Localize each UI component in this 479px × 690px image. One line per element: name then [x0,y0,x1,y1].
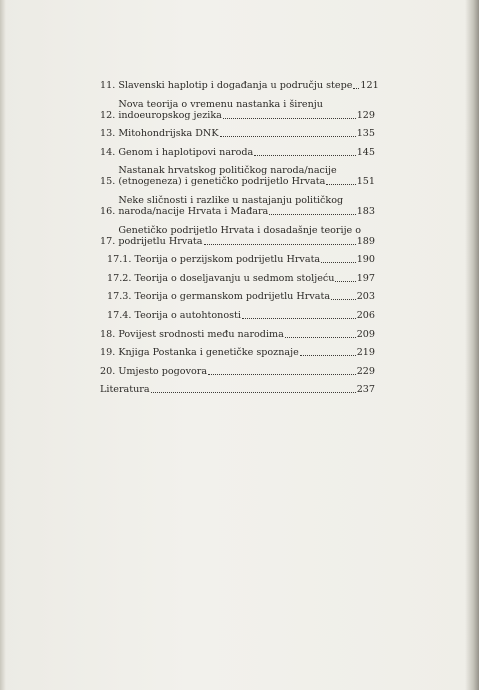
toc-entry-leader-line [118,110,375,121]
toc-entry-title-text: Slavenski haplotip i događanja u području stepe [118,80,353,91]
toc-page-number: 121 [360,80,379,91]
toc-entry [100,147,375,158]
toc-entry-number: 18. [100,328,119,340]
toc-entry-title-text: naroda/nacije Hrvata i Mađara [118,205,269,217]
toc-page-number: 135 [356,128,375,140]
dot-leader [151,391,356,393]
toc-page-number: 209 [356,328,375,340]
toc-subentry [100,310,375,321]
toc-entry-title [118,80,379,91]
spine-shadow [465,0,479,690]
toc-page-number: 151 [356,176,375,188]
toc-entry-title [118,128,375,139]
toc-entry-title-text: Mitohondrijska DNK [118,128,219,140]
toc-entry-title-text: Teorija o autohtonosti [134,309,241,321]
toc-entry [100,347,375,358]
toc-page-number: 203 [356,291,375,303]
toc-page-number: 219 [356,347,375,359]
toc-entry [100,329,375,340]
dot-leader [300,354,356,356]
toc-entry-number: 17.4. [107,309,135,321]
toc-entry-title-text: Genom i haplotipovi naroda [118,146,254,158]
toc-entry-number: 17. [100,235,119,247]
toc-page-number: 237 [356,384,375,396]
toc-entry-leader-line [134,291,375,302]
toc-page-number: 189 [356,235,375,247]
toc-entry-title-text: Umjesto pogovora [118,365,208,377]
toc-entry-title-text: Teorija o germanskom podrijetlu Hrvata [134,291,331,303]
toc-entry-leader-line [118,366,375,377]
toc-entry [100,99,375,121]
toc-entry-title [118,329,375,340]
toc-entry-number: 16. [100,205,119,217]
dot-leader [223,117,356,119]
dot-leader [220,135,356,137]
toc-entry-title [118,99,375,121]
toc-entry-title-line: Genetičko podrijetlo Hrvata i dosadašnje teorije o [118,224,362,236]
dot-leader [331,298,356,300]
toc-entry-number: 11. [100,80,119,91]
toc-entry-number: 12. [100,109,119,121]
dot-leader [326,183,355,185]
toc-entry-leader-line [118,329,375,340]
toc-entry-leader-line [118,176,375,187]
dot-leader [254,154,355,156]
toc-page-number: 145 [356,146,375,158]
toc-entry-title-line: Neke sličnosti i razlike u nastajanju političkog [118,194,344,206]
toc-entry [100,80,379,91]
toc-entry-title [118,366,375,377]
toc-entry-title-line: Nastanak hrvatskog političkog naroda/nacije [118,165,337,177]
toc-entry-title-text: Teorija o perzijskom podrijetlu Hrvata [134,254,321,266]
toc-entry-title [134,273,375,284]
toc-entry-title-text: (etnogeneza) i genetičko podrijetlo Hrvata [118,176,326,188]
dot-leader [269,213,355,215]
toc-entry-title [118,147,375,158]
toc-subentry [100,291,375,302]
toc-entry-leader-line [134,310,375,321]
toc-entry-leader-line [100,384,375,395]
toc-entry [100,384,375,395]
toc-entry-leader-line [118,206,375,217]
toc-entry-title [118,225,375,247]
toc-entry [100,165,375,187]
toc-entry-number: 15. [100,176,119,188]
toc-entry-leader-line [118,128,375,139]
dot-leader [321,261,356,263]
toc-entry-leader-line [134,254,375,265]
toc-entry-number: 19. [100,347,119,359]
dot-leader [204,243,356,245]
toc-subentry [100,273,375,284]
toc-entry [100,195,375,217]
toc-page-number: 183 [356,205,375,217]
toc-entry [100,366,375,377]
toc-entry-title-text: Povijest srodnosti među narodima [118,328,284,340]
toc-entry [100,128,375,139]
dot-leader [285,336,356,338]
toc-entry-title-text: indoeuropskog jezika [118,109,222,121]
toc-entry-number: 20. [100,365,119,377]
dot-leader [208,373,356,375]
toc-entry-title [100,384,375,395]
toc-entry-title-text: Knjiga Postanka i genetičke spoznaje [118,347,299,359]
toc-entry-leader-line [118,236,375,247]
toc-entry-number: 17.2. [107,272,135,284]
toc-entry-title [118,165,375,187]
dot-leader [353,87,359,89]
toc-entry-title [134,310,375,321]
toc-entry-title-text: Teorija o doseljavanju u sedmom stoljeću [134,272,335,284]
toc-entry-number: 17.1. [107,254,135,266]
toc-page-number: 206 [356,309,375,321]
toc-page-number: 229 [356,365,375,377]
toc-page-number: 197 [356,272,375,284]
toc-subentry [100,254,375,265]
toc-page-number: 190 [356,254,375,266]
toc-entry [100,225,375,247]
toc-entry-title [134,291,375,302]
toc-entry-title [134,254,375,265]
toc-entry-title-line: Nova teorija o vremenu nastanka i širenju [118,98,323,110]
dot-leader [335,280,355,282]
table-of-contents [100,80,379,403]
toc-entry-title [118,347,375,358]
toc-entry-number: 14. [100,146,119,158]
toc-entry-leader-line [118,347,375,358]
toc-entry-title-text: podrijetlu Hrvata [118,235,203,247]
toc-entry-title-text: Literatura [100,384,150,396]
toc-entry-title [118,195,375,217]
page-edge-shadow [0,0,6,690]
dot-leader [242,317,356,319]
toc-page-number: 129 [356,109,375,121]
toc-entry-leader-line [134,273,375,284]
toc-entry-number: 13. [100,128,119,140]
toc-entry-leader-line [118,147,375,158]
toc-entry-leader-line [118,80,379,91]
toc-entry-number: 17.3. [107,291,135,303]
